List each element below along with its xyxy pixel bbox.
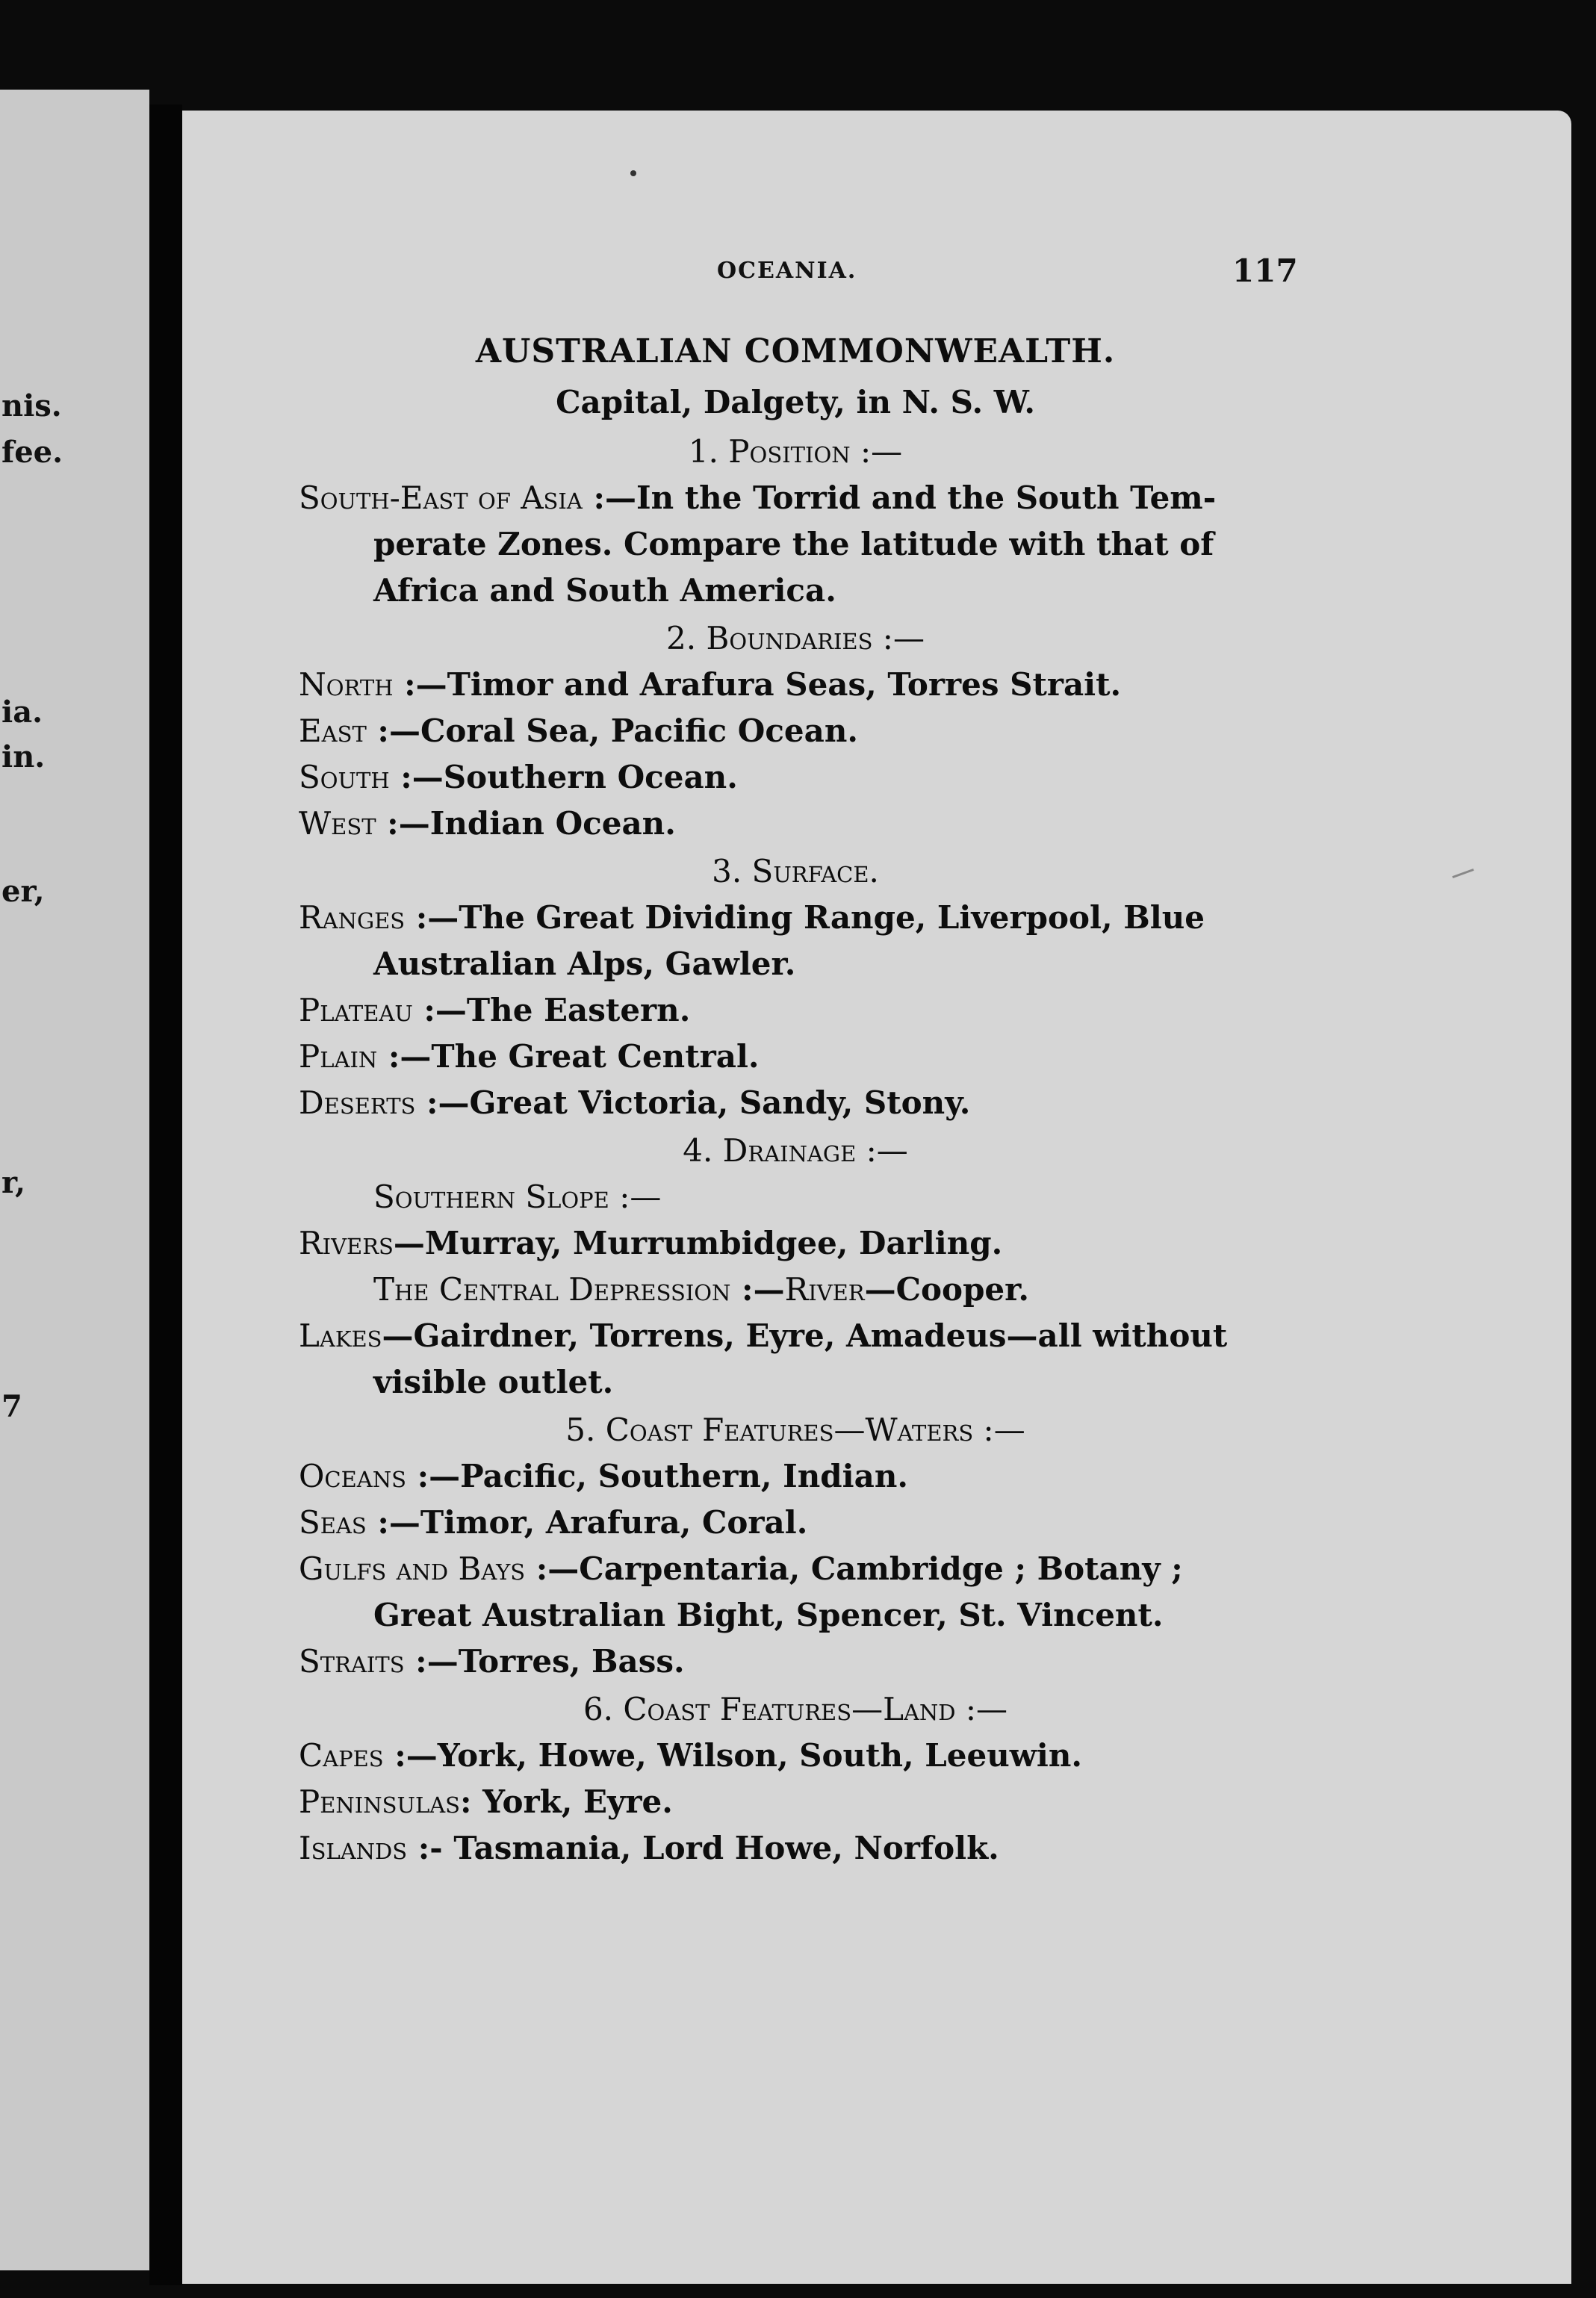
- islands-text: :- Tasmania, Lord Howe, Norfolk.: [407, 1830, 999, 1866]
- south-label: South: [299, 759, 390, 795]
- oceans-text: :—Pacific, Southern, Indian.: [406, 1458, 908, 1494]
- coast-capes: [299, 1733, 1292, 1779]
- running-head: OCEANIA.: [717, 258, 857, 284]
- deserts-label: Deserts: [299, 1084, 416, 1121]
- plateau-label: Plateau: [299, 992, 413, 1028]
- boundary-south: [299, 754, 1292, 801]
- drainage-central: [299, 1267, 1292, 1313]
- river-label: River: [784, 1271, 865, 1308]
- lakes-text: —Gairdner, Torrens, Eyre, Amadeus—all without: [382, 1317, 1228, 1354]
- deserts-text: :—Great Victoria, Sandy, Stony.: [415, 1084, 971, 1121]
- west-label: West: [299, 805, 376, 842]
- left-page-fragment: fee.: [1, 435, 63, 470]
- north-label: North: [299, 666, 394, 703]
- surface-ranges-cont: Australian Alps, Gawler.: [373, 945, 796, 982]
- capes-text: :—York, Howe, Wilson, South, Leeuwin.: [383, 1737, 1083, 1774]
- position-line: Africa and South America.: [373, 572, 836, 609]
- oceans-label: Oceans: [299, 1458, 406, 1494]
- section-heading-coast-waters: 5. Coast Features—Waters :—: [565, 1412, 1025, 1448]
- position-line: [299, 475, 1292, 521]
- section-heading-surface: 3. Surface.: [712, 853, 879, 889]
- gulfs-label: Gulfs and Bays: [299, 1550, 526, 1587]
- page-text: [299, 329, 1292, 1872]
- position-label: South-East of Asia: [299, 479, 583, 516]
- left-page-fragment: 7: [1, 1389, 22, 1424]
- central-label: The Central Depression: [373, 1271, 731, 1308]
- islands-label: Islands: [299, 1830, 408, 1866]
- seas-text: :—Timor, Arafura, Coral.: [366, 1504, 808, 1541]
- seas-label: Seas: [299, 1504, 367, 1541]
- ranges-text: :—The Great Dividing Range, Liverpool, Blue: [405, 899, 1205, 936]
- drainage-lakes: [299, 1313, 1292, 1359]
- river-text: —Cooper.: [864, 1271, 1030, 1308]
- surface-plateau: [299, 987, 1292, 1034]
- plain-text: :—The Great Central.: [377, 1038, 760, 1075]
- south-text: :—Southern Ocean.: [389, 759, 738, 795]
- section-heading-coast-land: 6. Coast Features—Land :—: [583, 1691, 1008, 1727]
- position-line: perate Zones. Compare the latitude with that of: [373, 526, 1214, 562]
- boundary-east: [299, 708, 1292, 754]
- plain-label: Plain: [299, 1038, 378, 1075]
- rivers-label: Rivers: [299, 1225, 394, 1261]
- left-page-fragment: ia.: [1, 695, 43, 730]
- coast-oceans: [299, 1453, 1292, 1500]
- section-heading-boundaries: 2. Boundaries :—: [666, 620, 925, 656]
- coast-gulfs: [299, 1546, 1292, 1592]
- left-page-fragment: er,: [1, 874, 45, 909]
- left-page-fragment: nis.: [1, 388, 62, 423]
- east-label: East: [299, 712, 367, 749]
- surface-ranges: [299, 895, 1292, 941]
- plateau-text: :—The Eastern.: [412, 992, 691, 1028]
- coast-gulfs-cont: Great Australian Bight, Spencer, St. Vincent.: [373, 1597, 1164, 1633]
- peninsulas-label: Peninsulas: [299, 1783, 461, 1820]
- ranges-label: Ranges: [299, 899, 406, 936]
- page-title: AUSTRALIAN COMMONWEALTH.: [475, 332, 1116, 370]
- drainage-lakes-cont: visible outlet.: [373, 1364, 614, 1400]
- left-page-fragment: in.: [1, 739, 46, 774]
- coast-seas: [299, 1500, 1292, 1546]
- boundary-west: [299, 801, 1292, 847]
- page-number: 117: [1232, 252, 1298, 289]
- position-text: :—In the Torrid and the South Tem-: [582, 479, 1217, 516]
- gulfs-text: :—Carpentaria, Cambridge ; Botany ;: [525, 1550, 1183, 1587]
- left-page-fragment: r,: [1, 1165, 26, 1200]
- east-text: :—Coral Sea, Pacific Ocean.: [366, 712, 858, 749]
- peninsulas-text: : York, Eyre.: [460, 1783, 673, 1820]
- section-heading-position: 1. Position :—: [688, 433, 903, 470]
- coast-islands: [299, 1825, 1292, 1872]
- page-subtitle: Capital, Dalgety, in N. S. W.: [556, 384, 1035, 420]
- left-page: [0, 90, 149, 2270]
- capes-label: Capes: [299, 1737, 384, 1774]
- north-text: :—Timor and Arafura Seas, Torres Strait.: [393, 666, 1122, 703]
- straits-text: :—Torres, Bass.: [404, 1643, 685, 1680]
- surface-plain: [299, 1034, 1292, 1080]
- drainage-rivers: [299, 1220, 1292, 1267]
- boundary-north: [299, 662, 1292, 708]
- book-gutter: [149, 105, 182, 2285]
- coast-straits: [299, 1639, 1292, 1685]
- surface-deserts: [299, 1080, 1292, 1126]
- rivers-text: —Murray, Murrumbidgee, Darling.: [393, 1225, 1003, 1261]
- section-heading-drainage: 4. Drainage :—: [683, 1132, 908, 1169]
- southern-slope: Southern Slope :—: [373, 1178, 662, 1215]
- central-text: :—: [730, 1271, 785, 1308]
- lakes-label: Lakes: [299, 1317, 382, 1354]
- coast-peninsulas: [299, 1779, 1292, 1825]
- straits-label: Straits: [299, 1643, 405, 1680]
- west-text: :—Indian Ocean.: [376, 805, 676, 842]
